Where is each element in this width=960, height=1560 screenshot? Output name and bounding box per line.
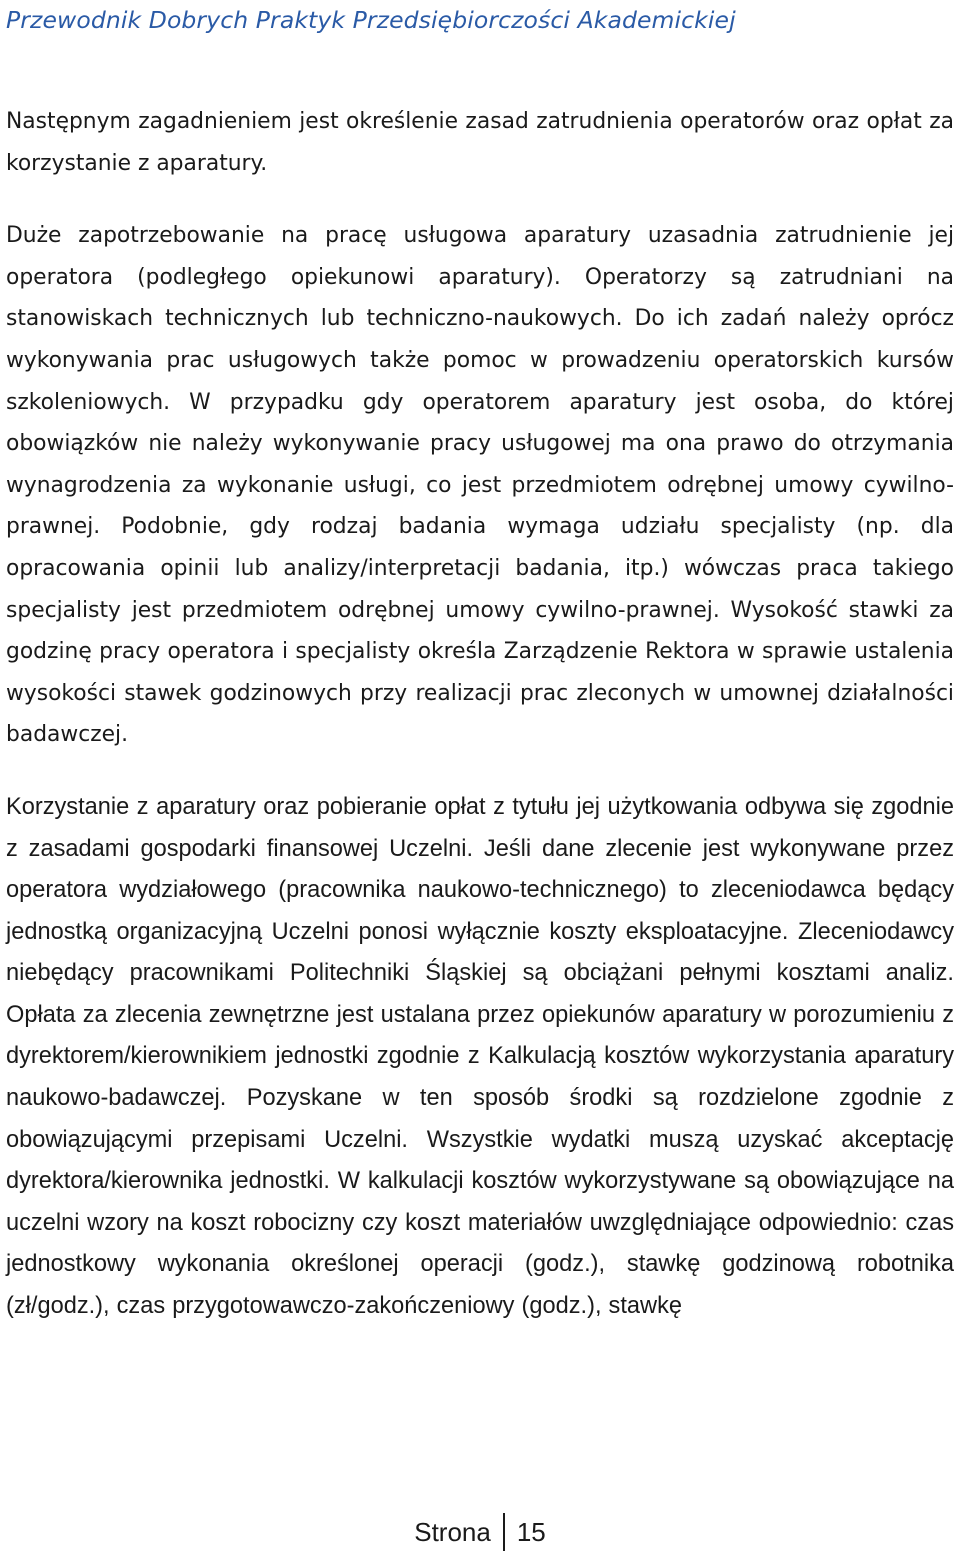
paragraph-operators-employment: Duże zapotrzebowanie na pracę usługowa aparatury uzasadnia zatrudnienie jej operatora (podległego opiekunowi aparatury). Operatorzy są zatrudniani na stanowiskach technicznych lub techniczno-naukowych. Do ich zadań należy oprócz wykonywania prac usługowych także pomoc w prowadzeniu operatorskich kursów szkoleniowych. W przypadku gdy operatorem aparatury jest osoba, do której obowiązków nie należy wykonywanie pracy usługowej ma ona prawo do otrzymania wynagrodzenia za wykonanie usługi, co jest przedmiotem odrębnej umowy cywilno-prawnej. Podobnie, gdy rodzaj badania wymaga udziału specjalisty (np. dla opracowania opinii lub analizy/interpretacji badania, itp.) wówczas praca takiego specjalisty jest przedmiotem odrębnej umowy cywilno-prawnej. Wysokość stawki za godzinę pracy operatora i specjalisty określa Zarządzenie Rektora w sprawie ustalenia wysokości stawek godzinowych przy realizacji prac zleconych w umownej działalności badawczej. <box>6 223 954 748</box>
document-body <box>6 101 954 1328</box>
page-number: 15 <box>516 1516 546 1547</box>
page-footer <box>0 1508 960 1556</box>
paragraph-operators-intro: Następnym zagadnieniem jest określenie zasad zatrudnienia operatorów oraz opłat za korzystanie z aparatury. <box>6 109 954 176</box>
paragraph-equipment-fees: Korzystanie z aparatury oraz pobieranie opłat z tytułu jej użytkowania odbywa się zgodnie z zasadami gospodarki finansowej Uczelni. Jeśli dane zlecenie jest wykonywane przez operatora wydziałowego (pracownika naukowo-technicznego) to zleceniodawca będący jednostką organizacyjną Uczelni ponosi wyłącznie koszty eksploatacyjne. Zleceniodawcy niebędący pracownikami Politechniki Śląskiej są obciążani pełnymi kosztami analiz. Opłata za zlecenia zewnętrzne jest ustalana przez opiekunów aparatury w porozumieniu z dyrektorem/kierownikiem jednostki zgodnie z Kalkulacją kosztów wykorzystania aparatury naukowo-badawczej. Pozyskane w ten sposób środki są rozdzielone zgodnie z obowiązującymi przepisami Uczelni. Wszystkie wydatki muszą uzyskać akceptację dyrektora/kierownika jednostki. W kalkulacji kosztów wykorzystywane są obowiązujące na uczelni wzory na koszt robocizny czy koszt materiałów uwzględniające odpowiednio: czas jednostkowy wykonania określonej operacji (godz.), stawkę godzinową robotnika (zł/godz.), czas przygotowawczo-zakończeniowy (godz.), stawkę <box>6 793 954 1320</box>
page-header-title: Przewodnik Dobrych Praktyk Przedsiębiorczości Akademickiej <box>6 6 736 34</box>
footer-separator <box>503 1513 505 1551</box>
page-label: Strona <box>414 1516 491 1547</box>
